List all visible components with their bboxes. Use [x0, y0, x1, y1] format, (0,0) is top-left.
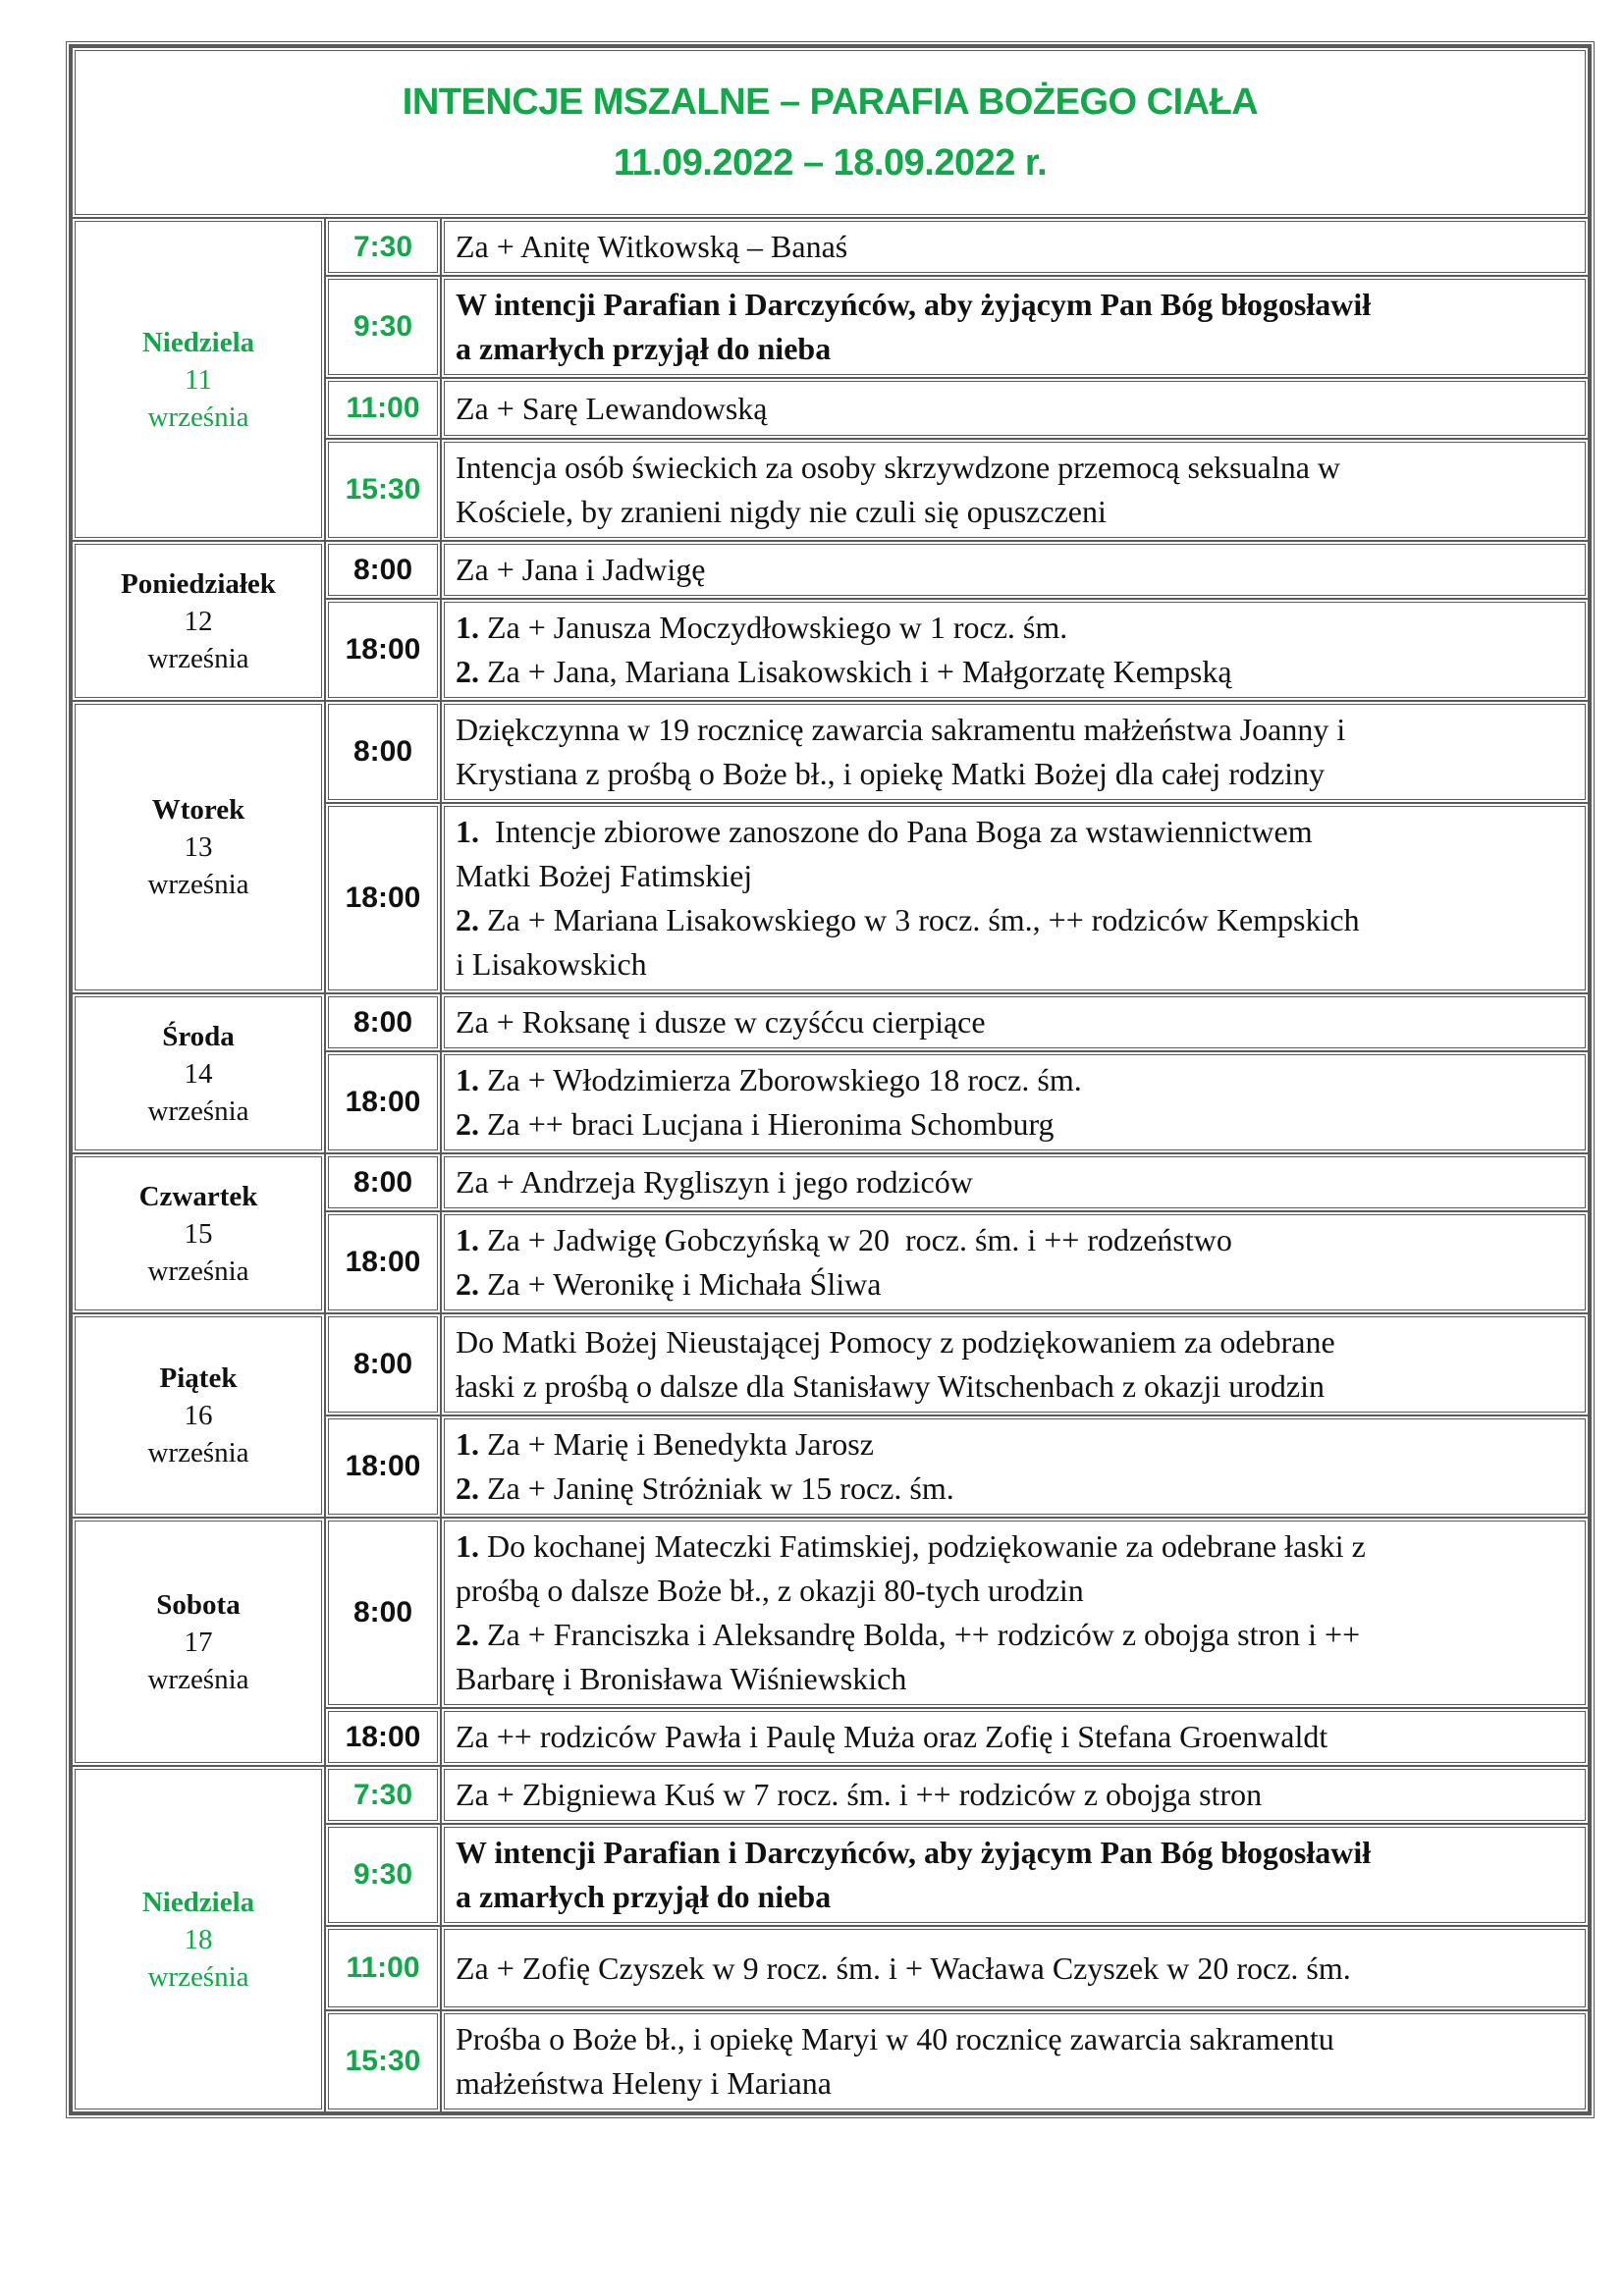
day-name: Sobota [156, 1588, 241, 1621]
mass-time: 7:30 [325, 1766, 441, 1824]
intention-line [456, 1657, 1574, 1701]
mass-time: 18:00 [325, 803, 441, 993]
mass-intention [441, 1708, 1589, 1766]
mass-intention [441, 1766, 1589, 1824]
intention-line: Za + Zbigniewa Kuś w 7 rocz. śm. i ++ rodziców z obojga stron [456, 1777, 1263, 1812]
schedule-page [69, 44, 1586, 2115]
intention-line: W intencji Parafian i Darczyńców, aby żyjącym Pan Bóg błogosławił [456, 287, 1372, 322]
mass-intention [441, 1926, 1589, 2010]
intention-number: 2. [456, 1617, 479, 1652]
intention-line: Kościele, by zranieni nigdy nie czuli się opuszczeni [456, 494, 1107, 529]
intention-number: 2. [456, 654, 479, 689]
intention-line: Za ++ rodziców Pawła i Paulę Muża oraz Zofię i Stefana Groenwaldt [456, 1719, 1328, 1754]
intention-text: Za + Weronikę i Michała Śliwa [479, 1266, 882, 1302]
intention-line [456, 1524, 1574, 1569]
mass-time: 15:30 [325, 439, 441, 541]
intention-line [456, 810, 1574, 854]
intention-number: 1. [456, 610, 479, 645]
intention-text: Za + Włodzimierza Zborowskiego 18 rocz. śm. [479, 1062, 1082, 1097]
intention-number: 1. [456, 1426, 479, 1462]
mass-time: 11:00 [325, 378, 441, 439]
intention-line: Za + Sarę Lewandowską [456, 390, 768, 426]
mass-time: 9:30 [325, 1824, 441, 1926]
intention-text: Za + Jadwigę Gobczyńską w 20 rocz. śm. i ++ rodzeństwo [479, 1222, 1232, 1257]
date-range: 11.09.2022 – 18.09.2022 r. [613, 142, 1048, 184]
intention-text: Do kochanej Mateczki Fatimskiej, podziękowanie za odebrane łaski z [479, 1528, 1366, 1564]
intention-text: i Lisakowskich [456, 946, 647, 982]
day-cell [72, 1313, 325, 1518]
mass-intention [441, 1211, 1589, 1313]
page-title: INTENCJE MSZALNE – PARAFIA BOŻEGO CIAŁA [402, 81, 1259, 123]
day-num: 12 [184, 605, 213, 637]
day-month: września [147, 1095, 249, 1127]
intention-number: 1. [456, 814, 479, 849]
mass-row [72, 993, 1589, 1051]
intention-text: Barbarę i Bronisława Wiśniewskich [456, 1661, 907, 1696]
intention-line: małżeństwa Heleny i Mariana [456, 2065, 832, 2101]
mass-time: 18:00 [325, 1211, 441, 1313]
day-cell [72, 1153, 325, 1313]
intention-text: Za ++ braci Lucjana i Hieronima Schomburg [479, 1106, 1055, 1142]
intention-line [456, 1102, 1574, 1147]
intention-text: Za + Franciszka i Aleksandrę Bolda, ++ rodziców z obojga stron i ++ [479, 1617, 1361, 1652]
intention-number: 1. [456, 1222, 479, 1257]
intention-number: 2. [456, 1266, 479, 1302]
intention-line [456, 942, 1574, 987]
intention-line [456, 1467, 1574, 1511]
intention-line [456, 1218, 1574, 1262]
day-cell [72, 218, 325, 541]
title-cell [72, 47, 1589, 218]
mass-time: 11:00 [325, 1926, 441, 2010]
day-name: Niedziela [141, 1886, 255, 1918]
mass-time: 18:00 [325, 1708, 441, 1766]
day-name: Wtorek [151, 794, 245, 826]
mass-intention [441, 276, 1589, 378]
intention-number: 1. [456, 1062, 479, 1097]
mass-time: 15:30 [325, 2010, 441, 2112]
mass-intention [441, 1313, 1589, 1415]
mass-time: 8:00 [325, 701, 441, 803]
intention-line [456, 1058, 1574, 1102]
mass-row [72, 701, 1589, 803]
intention-text: Za + Janusza Moczydłowskiego w 1 rocz. śm. [479, 610, 1068, 645]
day-name: Niedziela [141, 326, 255, 358]
intention-number: 1. [456, 1528, 479, 1564]
intention-number: 2. [456, 902, 479, 937]
title-row [72, 47, 1589, 218]
mass-intention [441, 2010, 1589, 2112]
mass-time: 8:00 [325, 1518, 441, 1708]
intention-line: Za + Andrzeja Rygliszyn i jego rodziców [456, 1164, 973, 1200]
intention-line: a zmarłych przyjął do nieba [456, 331, 832, 366]
intention-line [456, 1613, 1574, 1657]
mass-time: 18:00 [325, 1051, 441, 1153]
day-num: 16 [184, 1400, 213, 1431]
day-month: września [147, 400, 249, 433]
mass-intention [441, 1518, 1589, 1708]
day-month: września [147, 1255, 249, 1287]
mass-time: 8:00 [325, 1313, 441, 1415]
day-month: września [147, 1437, 249, 1468]
day-name: Środa [162, 1020, 235, 1052]
day-num: 14 [184, 1057, 213, 1090]
intention-line [456, 1262, 1574, 1307]
mass-time: 8:00 [325, 993, 441, 1051]
mass-intention [441, 439, 1589, 541]
mass-time: 9:30 [325, 276, 441, 378]
intention-text: Za + Jana, Mariana Lisakowskich i + Małgorzatę Kempską [479, 654, 1232, 689]
intention-line [456, 898, 1574, 942]
mass-intention [441, 701, 1589, 803]
intention-text: Za + Janinę Stróżniak w 15 rocz. śm. [479, 1470, 954, 1506]
mass-intention [441, 541, 1589, 599]
day-month: września [147, 642, 249, 674]
day-month: września [147, 869, 249, 900]
mass-row [72, 218, 1589, 276]
mass-time: 18:00 [325, 1415, 441, 1518]
mass-intention [441, 599, 1589, 701]
intention-line [456, 854, 1574, 898]
intention-line [456, 1422, 1574, 1467]
intention-line: Za + Jana i Jadwigę [456, 552, 706, 587]
intention-text: Za + Mariana Lisakowskiego w 3 rocz. śm., ++ rodziców Kempskich [479, 902, 1360, 937]
mass-time: 7:30 [325, 218, 441, 276]
intention-text: Za + Marię i Benedykta Jarosz [479, 1426, 874, 1462]
day-cell [72, 541, 325, 701]
mass-row [72, 1766, 1589, 1824]
mass-intention [441, 218, 1589, 276]
day-num: 17 [184, 1626, 213, 1658]
intention-line: W intencji Parafian i Darczyńców, aby żyjącym Pan Bóg błogosławił [456, 1835, 1372, 1870]
day-num: 15 [184, 1217, 213, 1250]
intention-line [456, 650, 1574, 694]
intention-line: Do Matki Bożej Nieustającej Pomocy z podziękowaniem za odebrane [456, 1324, 1335, 1360]
intention-line: Za + Anitę Witkowską – Banaś [456, 229, 848, 264]
intention-line: Dziękczynna w 19 rocznicę zawarcia sakramentu małżeństwa Joanny i [456, 712, 1346, 747]
intention-line: Za + Zofię Czyszek w 9 rocz. śm. i + Wacława Czyszek w 20 rocz. śm. [456, 1949, 1351, 1986]
mass-time: 18:00 [325, 599, 441, 701]
day-month: września [147, 1960, 249, 1993]
intention-line: Prośba o Boże bł., i opiekę Maryi w 40 rocznicę zawarcia sakramentu [456, 2021, 1334, 2056]
day-num: 18 [184, 1923, 213, 1955]
day-name: Poniedziałek [121, 567, 276, 600]
intention-number: 2. [456, 1106, 479, 1142]
mass-intention [441, 993, 1589, 1051]
mass-intention [441, 803, 1589, 993]
intention-line [456, 606, 1574, 650]
day-cell [72, 1766, 325, 2112]
intention-line: a zmarłych przyjął do nieba [456, 1879, 832, 1914]
day-cell [72, 701, 325, 993]
intention-number: 2. [456, 1470, 479, 1506]
day-month: września [147, 1663, 249, 1695]
mass-intention [441, 1153, 1589, 1211]
mass-time: 8:00 [325, 541, 441, 599]
mass-row [72, 541, 1589, 599]
day-cell [72, 1518, 325, 1766]
intention-text: prośbą o dalsze Boże bł., z okazji 80-tych urodzin [456, 1573, 1084, 1608]
mass-intention [441, 1051, 1589, 1153]
intention-line: Za + Roksanę i dusze w czyśćcu cierpiące [456, 1004, 986, 1040]
mass-row [72, 1518, 1589, 1708]
mass-time: 8:00 [325, 1153, 441, 1211]
mass-row [72, 1313, 1589, 1415]
mass-intention [441, 1824, 1589, 1926]
intention-text: Intencje zbiorowe zanoszone do Pana Boga za wstawiennictwem [479, 814, 1313, 849]
intention-line: Intencja osób świeckich za osoby skrzywdzone przemocą seksualna w [456, 450, 1341, 485]
mass-row [72, 1153, 1589, 1211]
intention-text: Matki Bożej Fatimskiej [456, 858, 753, 893]
day-num: 11 [185, 363, 212, 396]
mass-intention [441, 1415, 1589, 1518]
day-name: Piątek [159, 1362, 238, 1394]
mass-intention [441, 378, 1589, 439]
intention-line: Krystiana z prośbą o Boże bł., i opiekę Matki Bożej dla całej rodziny [456, 756, 1326, 791]
day-num: 13 [184, 831, 213, 863]
intention-line [456, 1569, 1574, 1613]
day-name: Czwartek [138, 1180, 258, 1212]
intention-line: łaski z prośbą o dalsze dla Stanisławy Witschenbach z okazji urodzin [456, 1368, 1325, 1404]
mass-intentions-table [69, 44, 1592, 2115]
day-cell [72, 993, 325, 1153]
